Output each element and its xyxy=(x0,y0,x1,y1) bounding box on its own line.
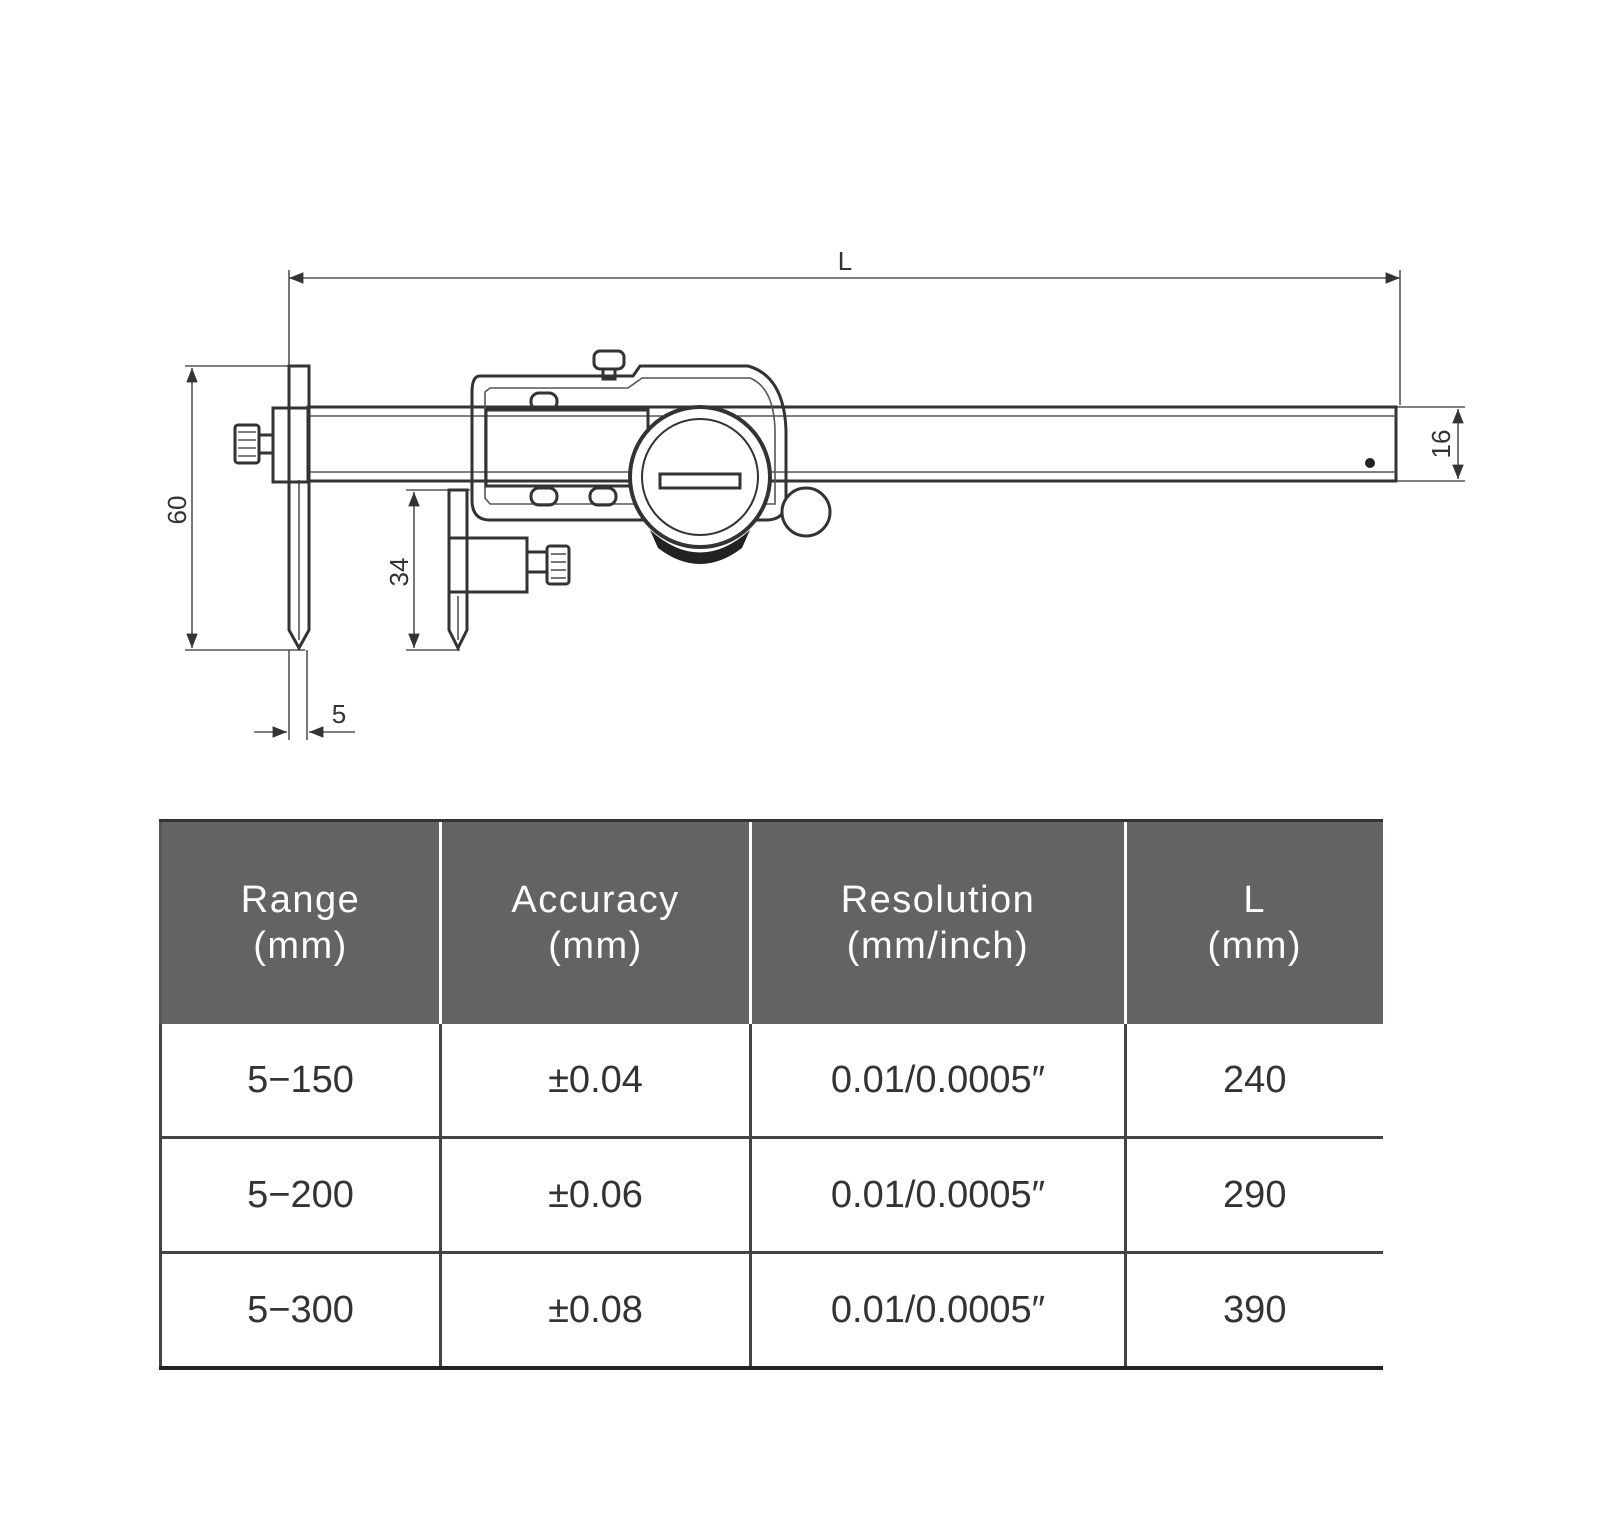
length-dimension xyxy=(289,246,1400,405)
length-label: L xyxy=(837,246,853,276)
table-row xyxy=(161,1138,1383,1253)
cell-accuracy: ±0.06 xyxy=(441,1138,751,1253)
cell-accuracy: ±0.04 xyxy=(441,1024,751,1138)
header-resolution: Resolution (mm/inch) xyxy=(751,821,1126,1025)
depth-dimension xyxy=(384,490,470,650)
header-range: Range (mm) xyxy=(161,821,441,1025)
beam-width-dimension xyxy=(1395,407,1465,481)
cell-range: 5−300 xyxy=(161,1253,441,1369)
cell-length: 390 xyxy=(1126,1253,1383,1369)
dial-display xyxy=(630,407,830,564)
table-row xyxy=(161,1024,1383,1138)
depth-label: 34 xyxy=(384,557,414,587)
cell-resolution: 0.01/0.0005″ xyxy=(751,1138,1126,1253)
height-label: 60 xyxy=(162,495,192,525)
left-jaw xyxy=(235,366,309,648)
cell-accuracy: ±0.08 xyxy=(441,1253,751,1369)
cell-length: 240 xyxy=(1126,1024,1383,1138)
table-row xyxy=(161,1253,1383,1369)
offset-dimension xyxy=(254,650,355,740)
cell-resolution: 0.01/0.0005″ xyxy=(751,1024,1126,1138)
header-accuracy: Accuracy (mm) xyxy=(441,821,751,1025)
header-length: L (mm) xyxy=(1126,821,1383,1025)
spec-table xyxy=(159,819,1383,1370)
offset-label: 5 xyxy=(331,699,347,729)
cell-range: 5−150 xyxy=(161,1024,441,1138)
beam-width-label: 16 xyxy=(1426,429,1456,459)
table-header-row xyxy=(161,821,1383,1025)
cell-range: 5−200 xyxy=(161,1138,441,1253)
cell-length: 290 xyxy=(1126,1138,1383,1253)
right-jaw xyxy=(449,490,569,648)
cell-resolution: 0.01/0.0005″ xyxy=(751,1253,1126,1369)
